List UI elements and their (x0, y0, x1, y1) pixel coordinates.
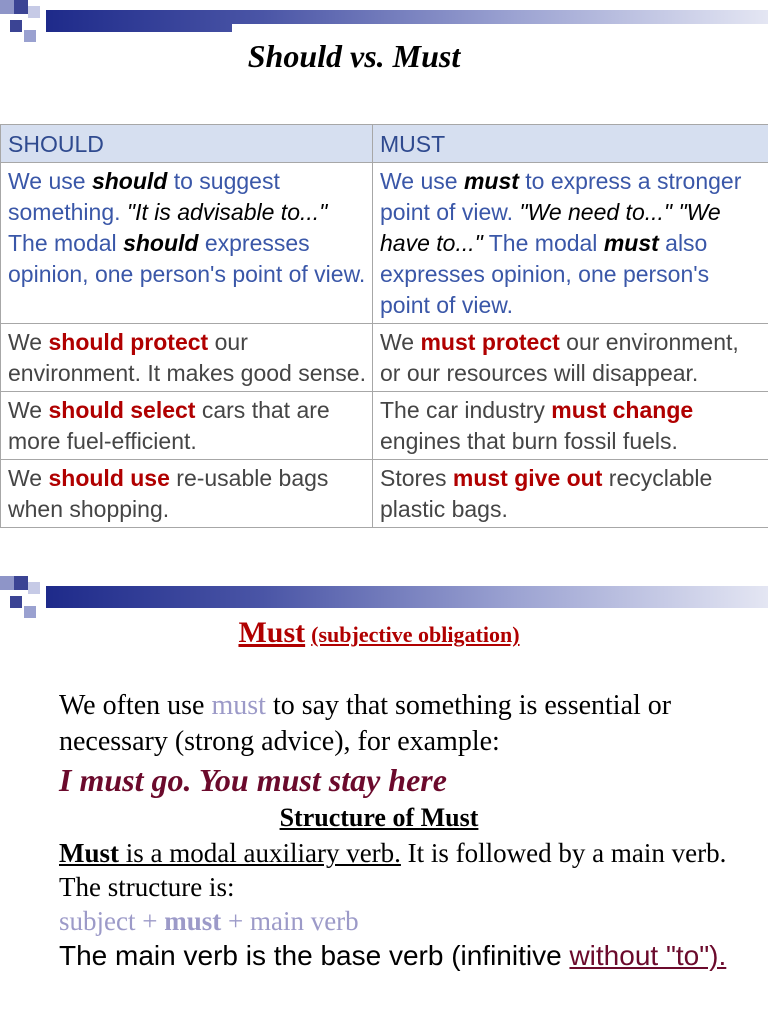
text: We (8, 465, 49, 491)
emphasis: should select (48, 397, 196, 423)
comparison-table (0, 124, 768, 528)
table-row (1, 324, 768, 392)
keyword: Must (59, 838, 119, 868)
emphasis: should protect (48, 329, 209, 355)
text: expresses opinion, one person's point of view. (8, 230, 366, 287)
should-example-cell (1, 460, 373, 528)
text: We often use (59, 690, 212, 721)
text: Stores (380, 465, 453, 491)
text: to suggest something. (8, 168, 280, 225)
quote: "It is advisable to..." (126, 199, 328, 225)
table-header-row (1, 125, 768, 163)
must-definition-cell (373, 163, 768, 324)
text: The modal (8, 230, 124, 256)
should-definition-cell (1, 163, 373, 324)
example-sentence: I must go. You must stay here (59, 762, 447, 798)
must-example-cell (373, 392, 768, 460)
text: It is followed by a main verb. The structure is: (59, 838, 727, 902)
keyword: should (123, 230, 199, 256)
table-row (1, 392, 768, 460)
text: The car industry (380, 397, 552, 423)
text: is a modal auxiliary verb. (119, 838, 401, 868)
quote: "We need to..." "We have to..." (380, 199, 721, 256)
should-example-cell (1, 392, 373, 460)
text: + main verb (221, 906, 359, 936)
text: We use (380, 168, 464, 194)
text: our environment, or our resources will disappear. (380, 329, 739, 386)
title-sub: (subjective obligation) (311, 622, 520, 647)
text: to say that something is essential or necessary (strong advice), for example: (59, 690, 672, 757)
text: re-usable bags when shopping. (8, 465, 329, 522)
text: to express a stronger point of view. (380, 168, 742, 225)
table-row (1, 460, 768, 528)
should-example-cell (1, 324, 373, 392)
text: engines that burn fossil fuels. (380, 428, 678, 454)
text: We (8, 329, 49, 355)
base-verb-note (59, 938, 739, 974)
text: We (8, 397, 49, 423)
section-title (0, 616, 758, 650)
structure-paragraph (59, 836, 739, 904)
table-row (1, 163, 768, 324)
title-main: Must (238, 616, 306, 649)
text: also expresses opinion, one person's point of view. (380, 230, 710, 318)
text: The modal (482, 230, 604, 256)
keyword: must (463, 168, 519, 194)
slide-must-subjective-obligation (0, 576, 768, 1024)
keyword: should (91, 168, 168, 194)
text: We (380, 329, 421, 355)
page-title: Should vs. Must (247, 38, 461, 74)
text: recyclable plastic bags. (380, 465, 713, 522)
intro-paragraph (59, 688, 739, 760)
emphasis: should use (48, 465, 170, 491)
must-example-cell (373, 460, 768, 528)
structure-formula (59, 904, 739, 938)
structure-heading: Structure of Must (279, 803, 479, 832)
text: subject + (59, 906, 165, 936)
text: cars that are more fuel-efficient. (8, 397, 330, 454)
keyword: must (164, 906, 222, 936)
emphasis: must protect (420, 329, 560, 355)
must-example-cell (373, 324, 768, 392)
emphasis: must change (551, 397, 694, 423)
text: our environment. It makes good sense. (8, 329, 366, 386)
keyword: must (211, 690, 266, 721)
section-body (59, 688, 739, 974)
text: without "to"). (569, 940, 727, 971)
column-header-must: MUST (373, 125, 768, 163)
text: We use (8, 168, 92, 194)
emphasis: must give out (452, 465, 603, 491)
keyword: must (603, 230, 659, 256)
text: The main verb is the base verb (infinitive (59, 940, 570, 971)
column-header-should: SHOULD (1, 125, 373, 163)
